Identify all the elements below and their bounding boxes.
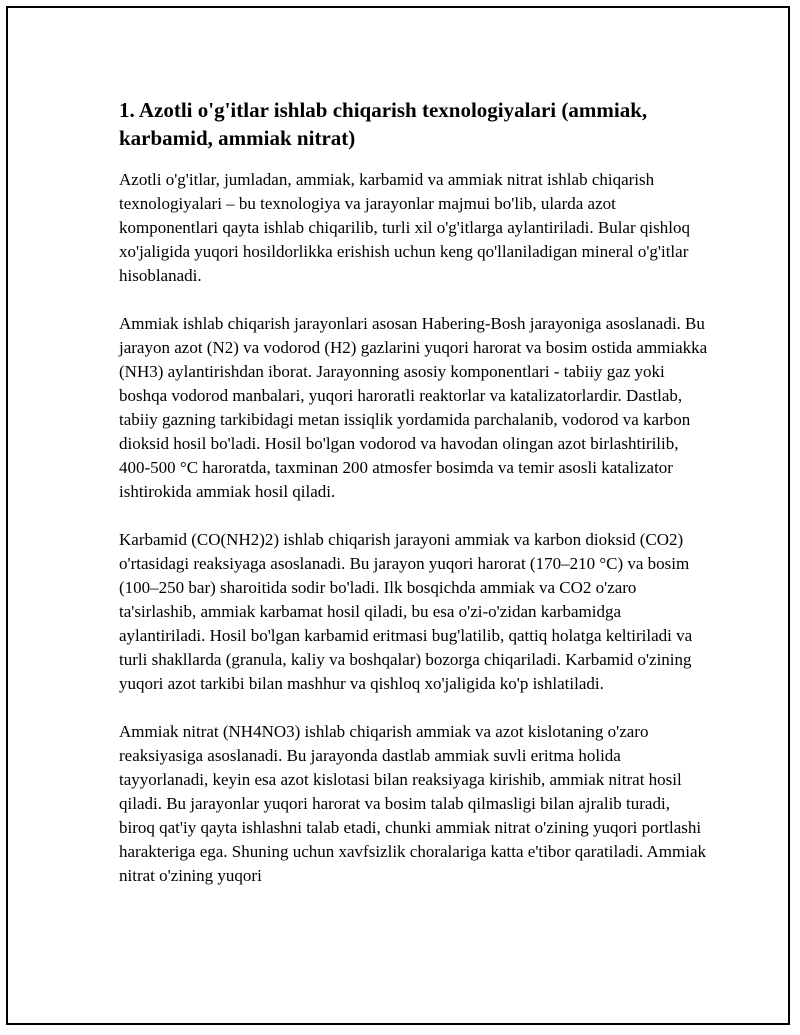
paragraph-intro: Azotli o'g'itlar, jumladan, ammiak, karbamid va ammiak nitrat ishlab chiqarish texnologiyalari – bu texnologiya va jarayonlar majmui bo'lib, ularda azot komponentlari qayta ishlab chiqarilib, turli xil o'g'itlarga aylantiriladi. Bular qishloq xo'jaligida yuqori hosildorlikka erishish uchun keng qo'llaniladigan mineral o'g'itlar hisoblanadi. [119, 170, 690, 285]
paragraph-ammonia: Ammiak ishlab chiqarish jarayonlari asosan Habering-Bosh jarayoniga asoslanadi. Bu jarayon azot (N2) va vodorod (H2) gazlarini yuqori harorat va bosim ostida ammiakka (NH3) aylantirishdan iborat. Jarayonning asosiy komponentlari - tabiiy gaz yoki boshqa vodorod manbalari, yuqori haroratli reaktorlar va katalizatorlardir. Dastlab, tabiiy gazning tarkibidagi metan issiqlik yordamida parchalanib, vodorod va karbon dioksid hosil bo'ladi. Hosil bo'lgan vodorod va havodan olingan azot birlashtirilib, 400-500 °C haroratda, taxminan 200 atmosfer bosimda va temir asosli katalizator ishtirokida ammiak hosil qiladi. [119, 314, 708, 501]
section-title: 1. Azotli o'g'itlar ishlab chiqarish texnologiyalari (ammiak, karbamid, ammiak nitrat) [119, 98, 648, 150]
paragraph-ammonium-nitrate: Ammiak nitrat (NH4NO3) ishlab chiqarish ammiak va azot kislotaning o'zaro reaksiyasiga asoslanadi. Bu jarayonda dastlab ammiak suvli eritma holida tayyorlanadi, keyin esa azot kislotasi bilan reaksiyaga kirishib, ammiak nitrat hosil qiladi. Bu jarayonlar yuqori harorat va bosim talab qilmasligi bilan ajralib turadi, biroq qat'iy qayta ishlashni talab etadi, chunki ammiak nitrat o'zining yuqori portlashi harakteriga ega. Shuning uchun xavfsizlik choralariga katta e'tibor qaratiladi. Ammiak nitrat o'zining yuqori [119, 722, 706, 885]
document-content [119, 96, 709, 912]
document-page [6, 6, 790, 1025]
paragraph-urea: Karbamid (CO(NH2)2) ishlab chiqarish jarayoni ammiak va karbon dioksid (CO2) o'rtasidagi reaksiyaga asoslanadi. Bu jarayon yuqori harorat (170–210 °C) va bosim (100–250 bar) sharoitida sodir bo'ladi. Ilk bosqichda ammiak va CO2 o'zaro ta'sirlashib, ammiak karbamat hosil qiladi, bu esa o'zi-o'zidan karbamidga aylantiriladi. Hosil bo'lgan karbamid eritmasi bug'latilib, qattiq holatga keltiriladi va turli shakllarda (granula, kaliy va boshqalar) bozorga chiqariladi. Karbamid o'zining yuqori azot tarkibi bilan mashhur va qishloq xo'jaligida ko'p ishlatiladi. [119, 530, 693, 693]
